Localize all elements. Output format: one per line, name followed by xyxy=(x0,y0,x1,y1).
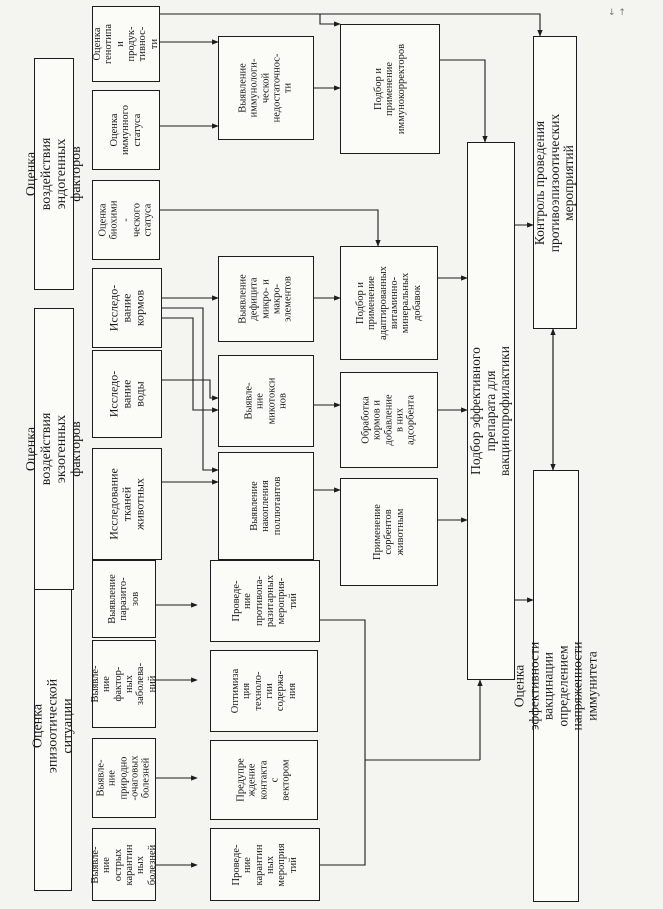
detect-factor-diseases: Выявле- ние фактор- ных заболева- ний xyxy=(92,640,156,728)
remedy-vitamin-mineral-supplements: Подбор и применение адаптированных витаминно- минеральных добавок xyxy=(340,246,438,360)
line-water-research-to-mycotoxins xyxy=(162,380,218,398)
finding-mycotoxins: Выявле- ние микотокси нов xyxy=(218,355,314,447)
finding-micro-macro-deficit: Выявление дефицита микро- и макро- элементов xyxy=(218,256,314,342)
header-endogenous: Оценка воздействия эндогенных факторов xyxy=(34,58,74,290)
vaccination-efficacy: Оценка эффективности вакцинации определением напряженности иммунитета xyxy=(533,470,579,902)
line-episootic-actions-to-vaccine xyxy=(320,620,365,865)
action-optimize-housing: Оптимиза ция техноло- гии содержа- ния xyxy=(210,650,318,732)
vaccine-selection: Подбор эффективного препарата для вакцинопрофилактики xyxy=(467,142,515,680)
line-genotype-to-correctors-top xyxy=(160,14,340,24)
detect-natural-focal-diseases: Выявле- ние природно -очаговых болезней xyxy=(92,738,156,818)
assess-genotype-productivity: Оценка генотипа и продук- тивнос- ти xyxy=(92,6,160,82)
remedy-sorbents: Применение сорбентов животным xyxy=(340,478,438,586)
assess-biochemical-status: Оценка биохими - ческого статуса xyxy=(92,180,160,260)
control-measures: Контроль проведения противоэпизоотических мероприятий xyxy=(533,36,577,329)
header-episootic: Оценка эпизоотической ситуации xyxy=(34,560,72,891)
action-quarantine-measures: Проведе- ние карантин ных мероприя тий xyxy=(210,828,320,901)
action-prevent-vector-contact: Предупре ждение контакта с вектором xyxy=(210,740,318,820)
action-antiparasitic-measures: Проведе- ние противопа- разитарных мероприя- тий xyxy=(210,560,320,642)
remedy-feed-adsorbent: Обработка кормов и добавление в них адсорбента xyxy=(340,372,438,468)
corner-mark: ↓ ↑ xyxy=(608,8,626,18)
line-feed-research-to-pollutants xyxy=(162,308,218,470)
assess-immune-status: Оценка иммунного статуса xyxy=(92,90,160,170)
line-correctors-to-vaccine xyxy=(440,60,485,142)
research-feed: Исследо- вание кормов xyxy=(92,268,162,348)
remedy-immunocorrectors: Подбор и применение иммунокорректоров xyxy=(340,24,440,154)
line-feed-research-to-mycotoxins xyxy=(162,318,218,410)
research-animal-tissues: Исследование тканей животных xyxy=(92,448,162,560)
research-water: Исследо- вание воды xyxy=(92,350,162,438)
finding-pollutant-accumulation: Выявление накопления поллютантов xyxy=(218,452,314,560)
detect-quarantine-diseases: Выявле- ние острых карантин ных болезней xyxy=(92,828,156,901)
line-biochem-to-supplements xyxy=(160,210,378,246)
finding-immune-deficiency: Выявление иммунологи- ческой недостаточнос- ти xyxy=(218,36,314,140)
detect-parasitoses: Выявление паразито- зов xyxy=(92,560,156,638)
header-exogenous: Оценка воздействия экзогенных факторов xyxy=(34,308,74,590)
